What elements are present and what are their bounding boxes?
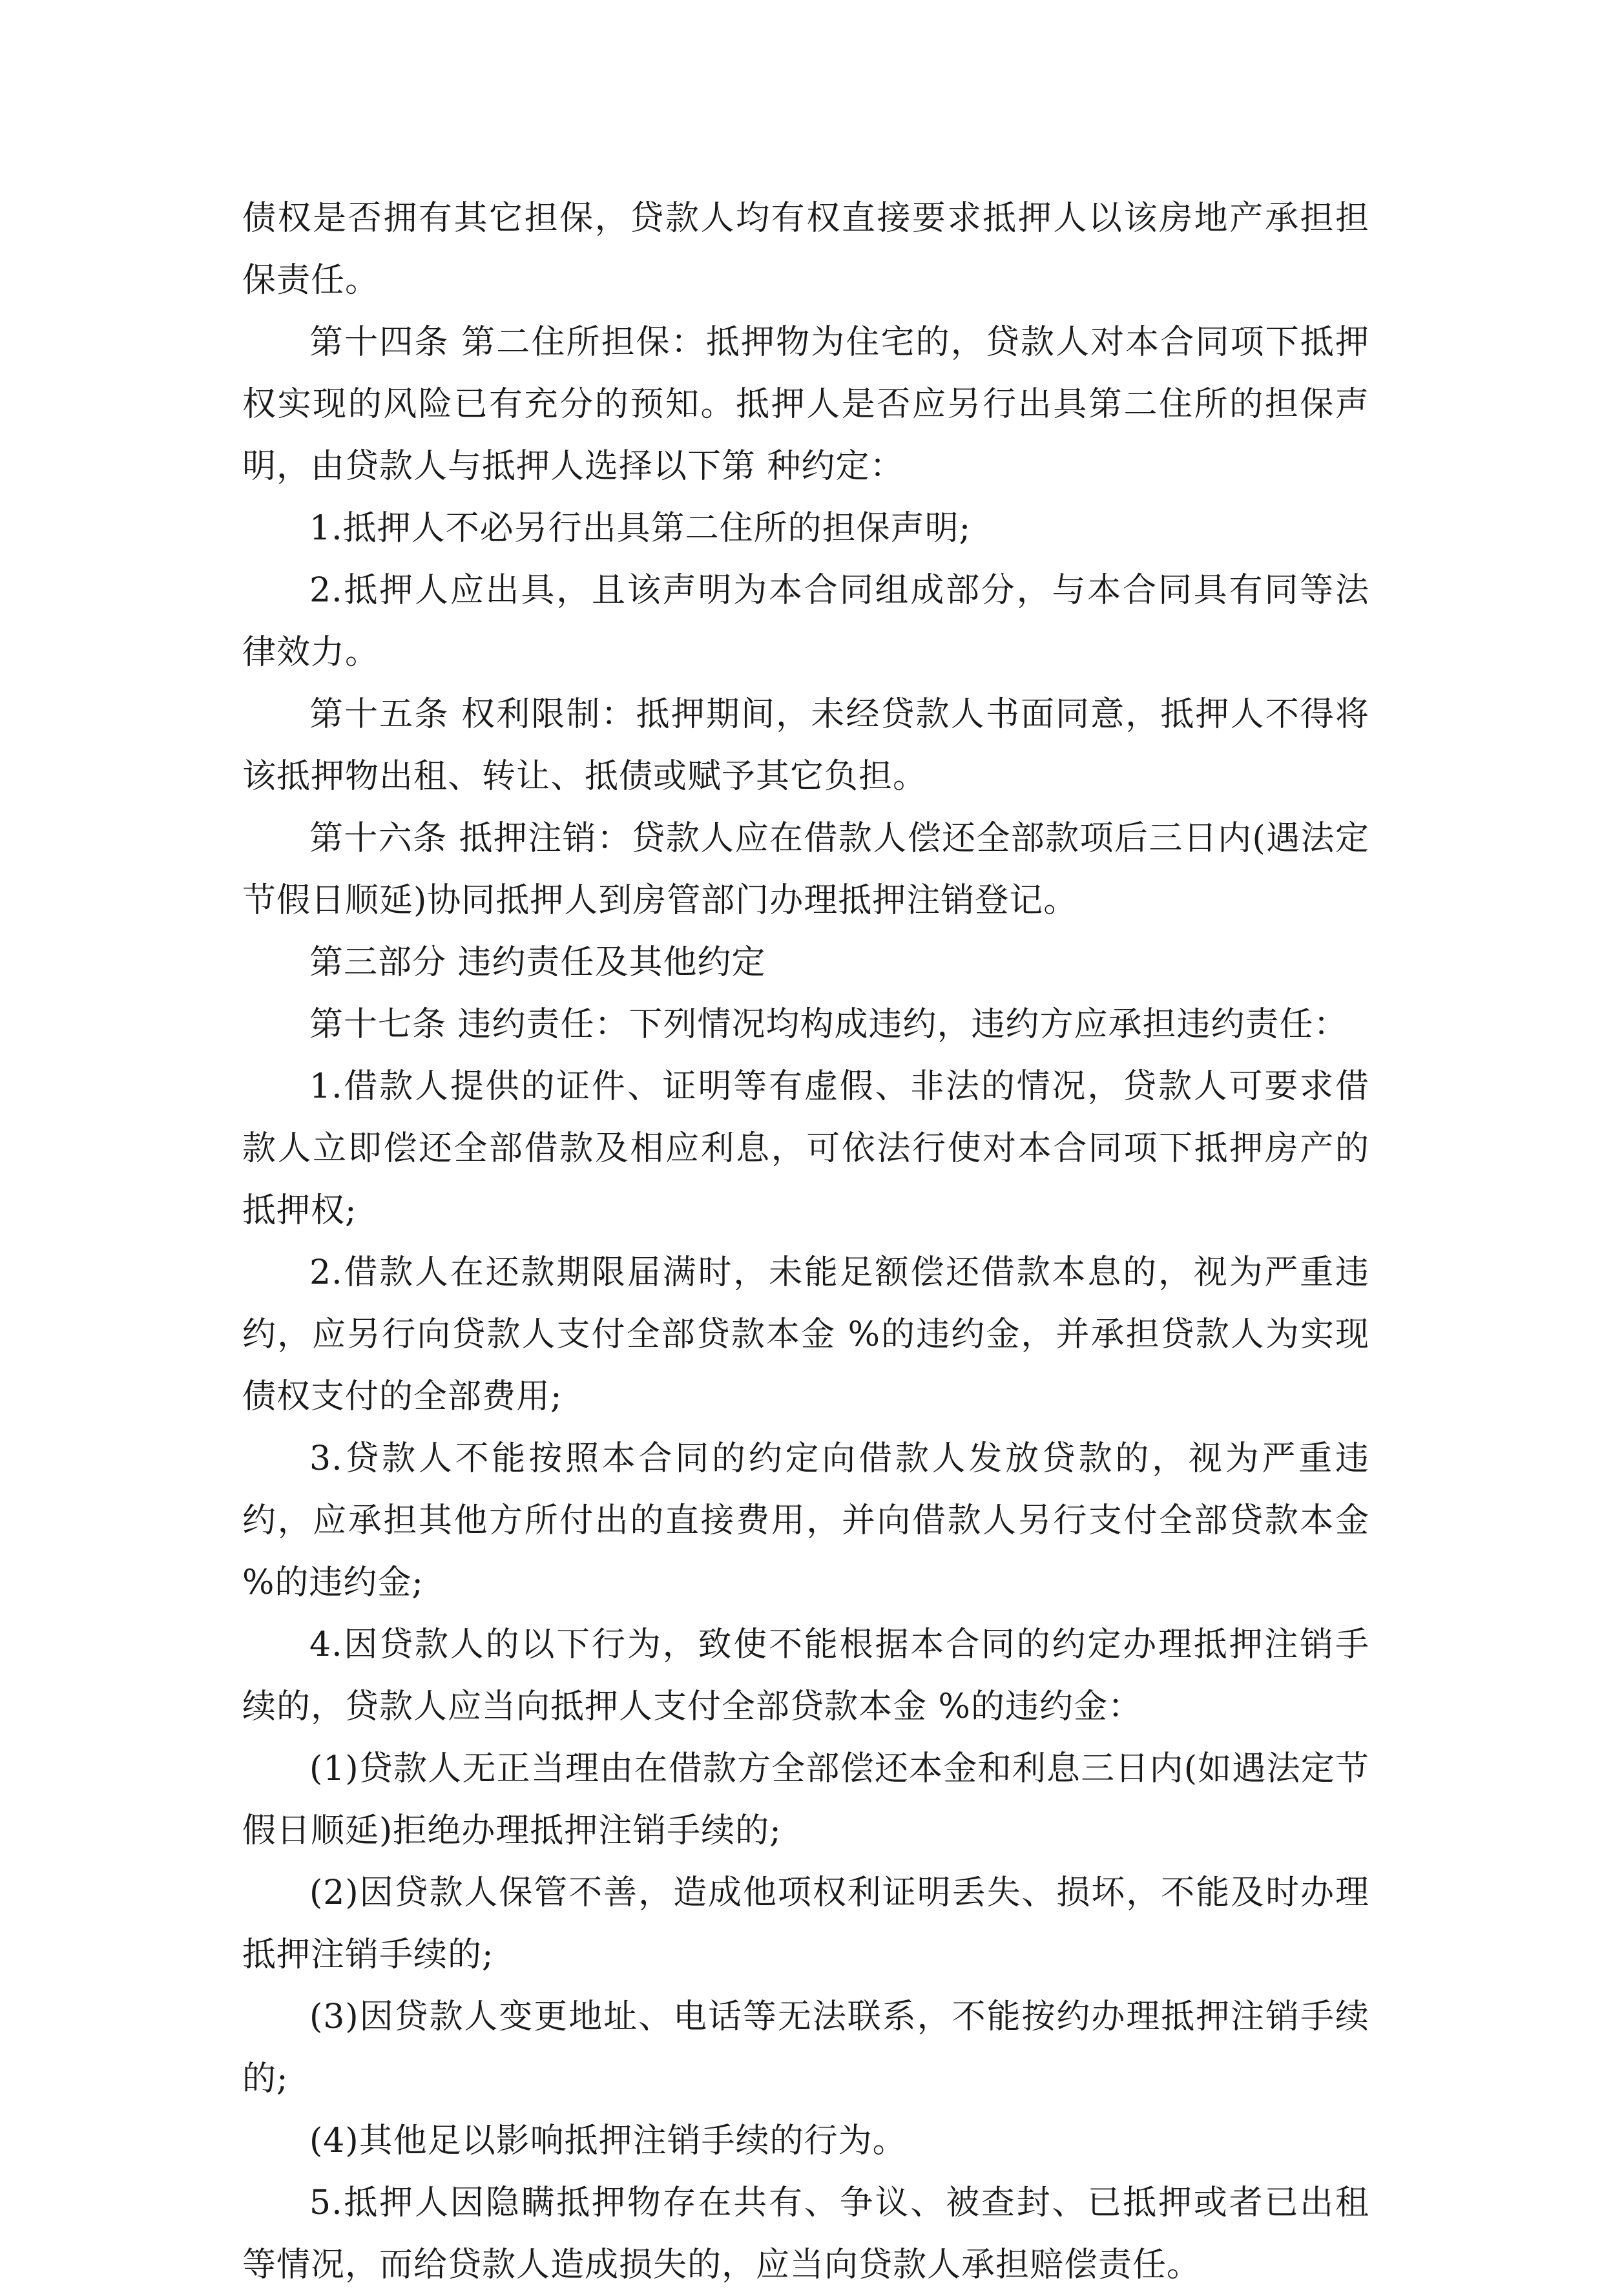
section-heading-part-3: 第三部分 违约责任及其他约定 xyxy=(309,943,766,982)
paragraph-article-16: 第十六条 抵押注销：贷款人应在借款人偿还全部款项后三日内(遇法定节假日顺延)协同抵押人到房管部门办理抵押注销登记。 xyxy=(242,819,1369,920)
paragraph-article-17-item-5: 5.抵押人因隐瞒抵押物存在共有、争议、被查封、已抵押或者已出租等情况，而给贷款人造成损失的，应当向贷款人承担赔偿责任。 xyxy=(242,2184,1369,2284)
paragraph-sub-item-2: (2)因贷款人保管不善，造成他项权利证明丢失、损坏，不能及时办理抵押注销手续的; xyxy=(242,1873,1369,1974)
paragraph-article-14-option-2: 2.抵押人应出具，且该声明为本合同组成部分，与本合同具有同等法律效力。 xyxy=(242,571,1369,672)
paragraph-article-17-item-2: 2.借款人在还款期限届满时，未能足额偿还借款本息的，视为严重违约，应另行向贷款人支付全部贷款本金 %的违约金，并承担贷款人为实现债权支付的全部费用; xyxy=(242,1253,1369,1416)
paragraph-article-14: 第十四条 第二住所担保：抵押物为住宅的，贷款人对本合同项下抵押权实现的风险已有充分的预知。抵押人是否应另行出具第二住所的担保声明，由贷款人与抵押人选择以下第 种约定： xyxy=(242,323,1369,486)
paragraph-sub-item-4: (4)其他足以影响抵押注销手续的行为。 xyxy=(309,2122,907,2160)
paragraph-article-17: 第十七条 违约责任：下列情况均构成违约，违约方应承担违约责任： xyxy=(309,1005,1348,1044)
paragraph-article-17-item-3: 3.贷款人不能按照本合同的约定向借款人发放贷款的，视为严重违约，应承担其他方所付出的直接费用，并向借款人另行支付全部贷款本金 %的违约金; xyxy=(242,1439,1369,1602)
paragraph-article-14-option-1: 1.抵押人不必另行出具第二住所的担保声明; xyxy=(309,509,972,548)
paragraph-article-17-item-4: 4.因贷款人的以下行为，致使不能根据本合同的约定办理抵押注销手续的，贷款人应当向抵押人支付全部贷款本金 %的违约金： xyxy=(242,1625,1369,1726)
paragraph-article-17-item-1: 1.借款人提供的证件、证明等有虚假、非法的情况，贷款人可要求借款人立即偿还全部借款及相应利息，可依法行使对本合同项下抵押房产的抵押权; xyxy=(242,1067,1369,1230)
paragraph-article-15: 第十五条 权利限制：抵押期间，未经贷款人书面同意，抵押人不得将该抵押物出租、转让、抵债或赋予其它负担。 xyxy=(242,695,1369,796)
paragraph-sub-item-3: (3)因贷款人变更地址、电话等无法联系，不能按约办理抵押注销手续的; xyxy=(242,1998,1369,2098)
paragraph-continuation: 债权是否拥有其它担保，贷款人均有权直接要求抵押人以该房地产承担担保责任。 xyxy=(242,199,1369,300)
paragraph-sub-item-1: (1)贷款人无正当理由在借款方全部偿还本金和利息三日内(如遇法定节假日顺延)拒绝办理抵押注销手续的; xyxy=(242,1749,1369,1850)
document-body xyxy=(242,187,1369,2296)
